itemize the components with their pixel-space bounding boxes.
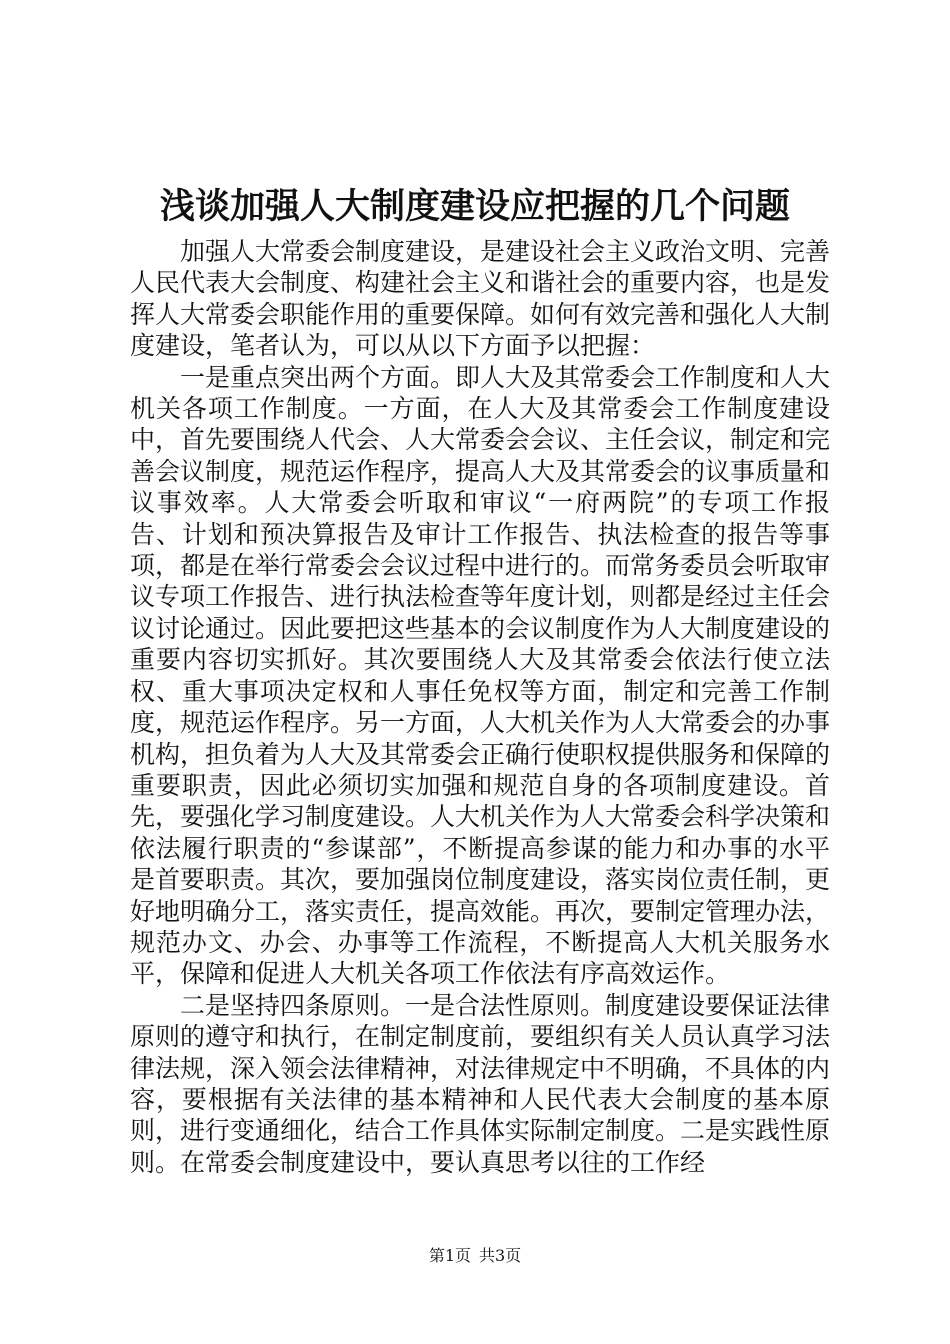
document-title: 浅谈加强人大制度建设应把握的几个问题 [159, 186, 790, 227]
page-total: 共3页 [479, 1246, 522, 1265]
document-body [130, 236, 830, 1178]
paragraph-intro: 加强人大常委会制度建设，是建设社会主义政治文明、完善人民代表大会制度、构建社会主义和谐社会的重要内容，也是发挥人大常委会职能作用的重要保障。如何有效完善和强化人大制度建设，笔者认为，可以从以下方面予以把握： [130, 237, 831, 361]
paragraph-point-one: 一是重点突出两个方面。即人大及其常委会工作制度和人大机关各项工作制度。一方面，在人大及其常委会工作制度建设中，首先要围绕人代会、人大常委会会议、主任会议，制定和完善会议制度，规范运作程序，提高人大及其常委会的议事质量和议事效率。人大常委会听取和审议“一府两院”的专项工作报告、计划和预决算报告及审计工作报告、执法检查的报告等事项，都是在举行常委会会议过程中进行的。而常务委员会听取审议专项工作报告、进行执法检查等年度计划，则都是经过主任会议讨论通过。因此要把这些基本的会议制度作为人大制度建设的重要内容切实抓好。其次要围绕人大及其常委会依法行使立法权、重大事项决定权和人事任免权等方面，制定和完善工作制度，规范运作程序。另一方面，人大机关作为人大常委会的办事机构，担负着为人大及其常委会正确行使职权提供服务和保障的重要职责，因此必须切实加强和规范自身的各项制度建设。首先，要强化学习制度建设。人大机关作为人大常委会科学决策和依法履行职责的“参谋部”，不断提高参谋的能力和办事的水平是首要职责。其次，要加强岗位制度建设，落实岗位责任制，更好地明确分工，落实责任，提高效能。再次，要制定管理办法，规范办文、办会、办事等工作流程，不断提高人大机关服务水平，保障和促进人大机关各项工作依法有序高效运作。 [130, 362, 831, 989]
page-number: 第1页 [428, 1246, 471, 1265]
paragraph-point-two: 二是坚持四条原则。一是合法性原则。制度建设要保证法律原则的遵守和执行，在制定制度前，要组织有关人员认真学习法律法规，深入领会法律精神，对法律规定中不明确，不具体的内容，要根据有关法律的基本精神和人民代表大会制度的基本原则，进行变通细化，结合工作具体实际制定制度。二是实践性原则。在常委会制度建设中，要认真思考以往的工作经 [130, 990, 831, 1177]
page-footer [0, 1244, 950, 1268]
